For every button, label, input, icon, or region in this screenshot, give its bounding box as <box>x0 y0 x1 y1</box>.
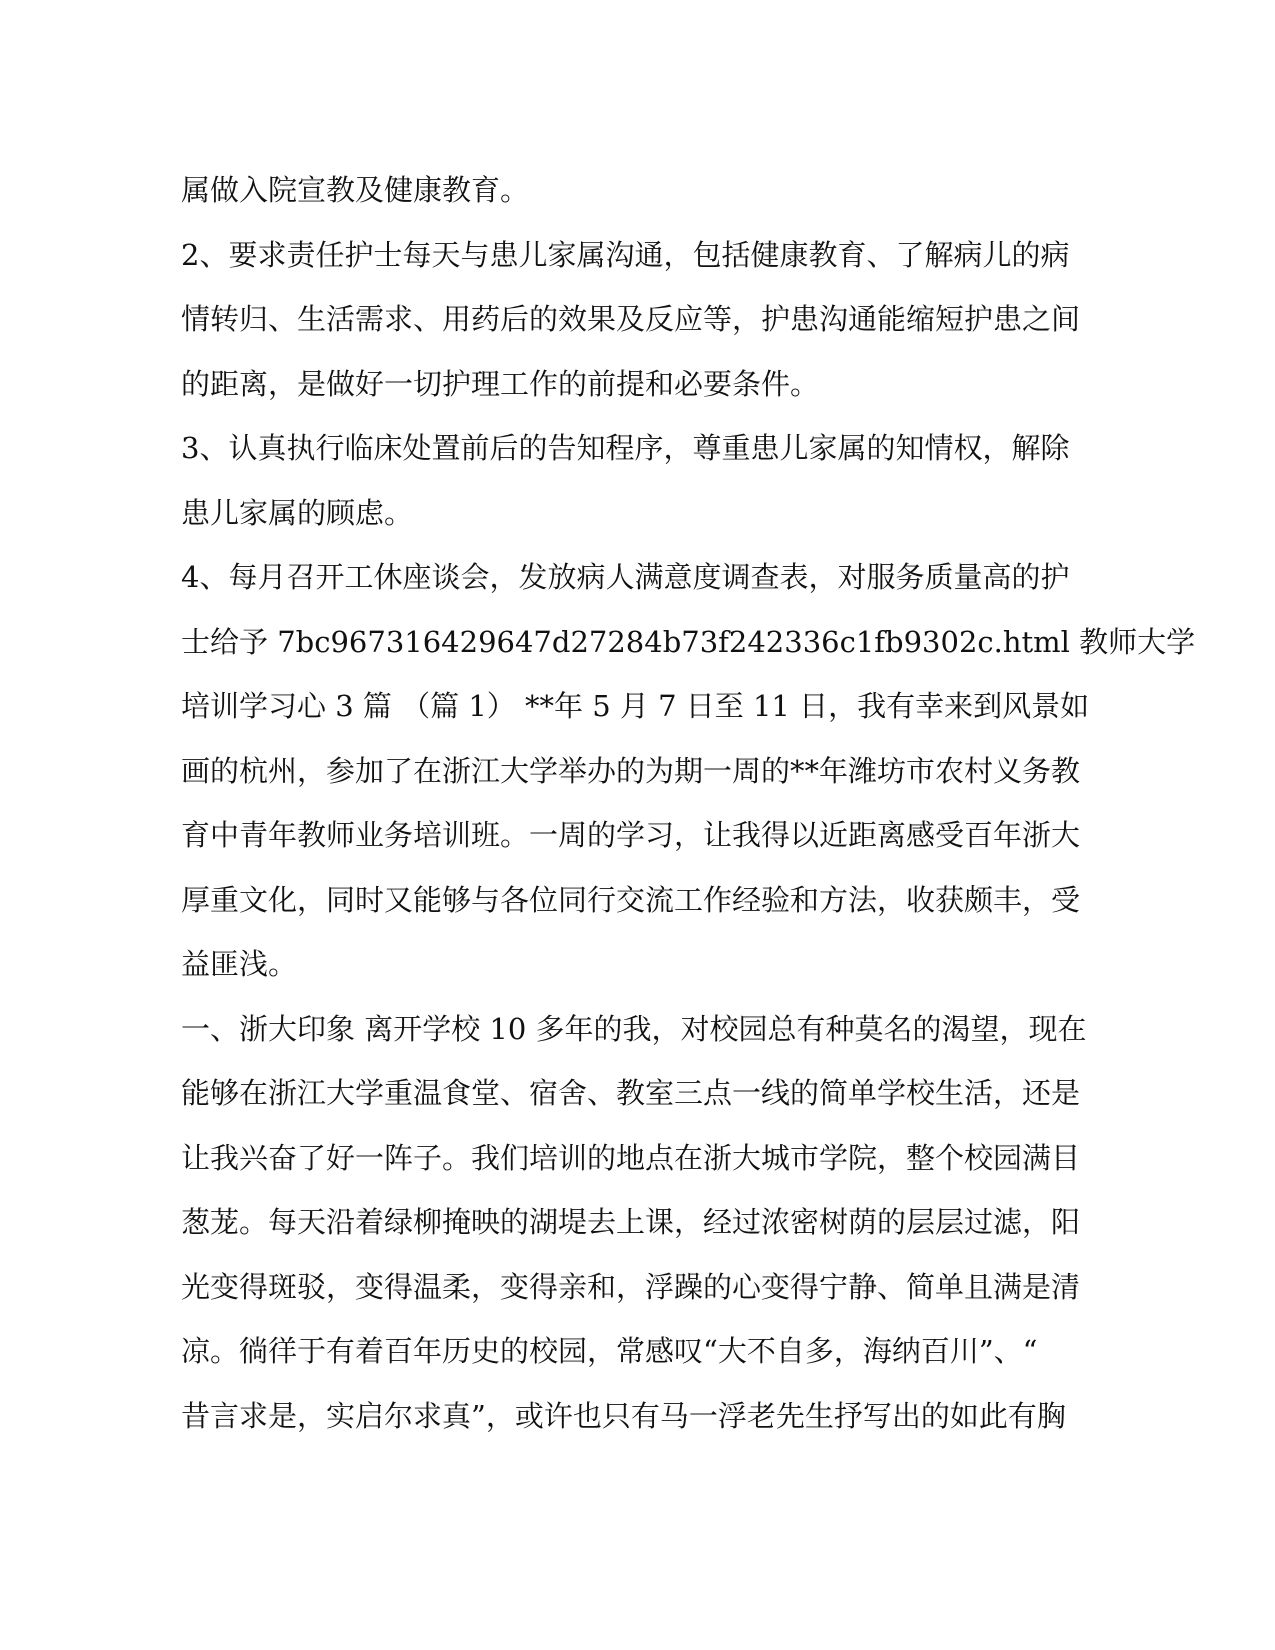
text-line: 4、每月召开工休座谈会，发放病人满意度调查表，对服务质量高的护 <box>181 560 1070 594</box>
text-line: 厚重文化，同时又能够与各位同行交流工作经验和方法，收获颇丰，受 <box>181 882 1081 917</box>
text-line: 凉。徜徉于有着百年历史的校园，常感叹“大不自多，海纳百川”、“ <box>181 1334 1038 1368</box>
text-line: 属做入院宣教及健康教育。 <box>181 173 530 207</box>
document-body <box>181 158 1196 1448</box>
text-line: 能够在浙江大学重温食堂、宿舍、教室三点一线的简单学校生活，还是 <box>181 1076 1081 1110</box>
text-line: 2、要求责任护士每天与患儿家属沟通，包括健康教育、了解病儿的病 <box>181 237 1070 272</box>
text-line: 情转归、生活需求、用药后的效果及反应等，护患沟通能缩短护患之间 <box>181 302 1081 336</box>
text-line: 的距离，是做好一切护理工作的前提和必要条件。 <box>181 366 820 401</box>
text-line: 昔言求是，实启尔求真”，或许也只有马一浮老先生抒写出的如此有胸 <box>181 1398 1066 1433</box>
text-line: 葱茏。每天沿着绿柳掩映的湖堤去上课，经过浓密树荫的层层过滤，阳 <box>181 1205 1081 1239</box>
text-line: 培训学习心 3 篇 （篇 1） **年 5 月 7 日至 11 日，我有幸来到风景如 <box>181 689 1090 723</box>
text-line: 画的杭州，参加了在浙江大学举办的为期一周的**年潍坊市农村义务教 <box>181 753 1081 788</box>
text-line: 一、浙大印象 离开学校 10 多年的我，对校园总有种莫名的渴望，现在 <box>181 1011 1087 1046</box>
text-line: 患儿家属的顾虑。 <box>181 495 414 530</box>
text-line: 士给予 7bc967316429647d27284b73f242336c1fb9302c.html 教师大学 <box>181 624 1196 659</box>
text-line: 光变得斑驳，变得温柔，变得亲和，浮躁的心变得宁静、简单且满是清 <box>181 1269 1081 1304</box>
text-line: 育中青年教师业务培训班。一周的学习，让我得以近距离感受百年浙大 <box>181 818 1081 852</box>
text-line: 益匪浅。 <box>181 947 298 981</box>
text-line: 3、认真执行临床处置前后的告知程序，尊重患儿家属的知情权，解除 <box>181 431 1070 465</box>
text-line: 让我兴奋了好一阵子。我们培训的地点在浙大城市学院，整个校园满目 <box>181 1140 1081 1175</box>
